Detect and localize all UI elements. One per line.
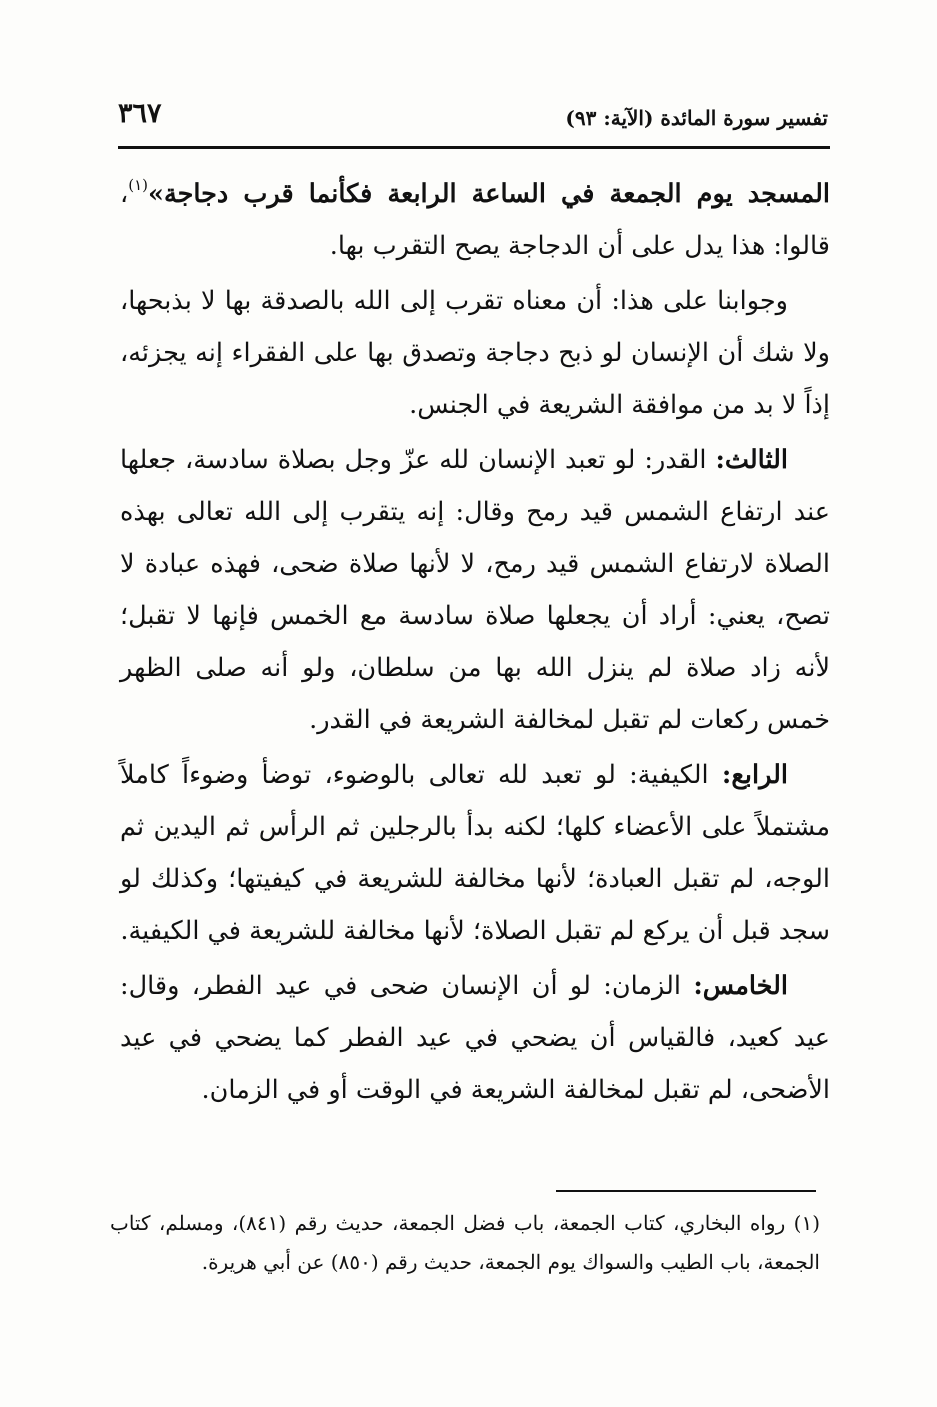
paragraph-text: القدر: لو تعبد الإنسان لله عزّ وجل بصلاة سادسة، جعلها عند ارتفاع الشمس قيد رمح وقال: إنه يتقرب إلى الله تعالى بهذه الصلاة لارتفاع الشمس قيد رمح، لا لأنها صلاة ضحى، فهذه عبادة لا تصح، يعني: أراد أن يجعلها صلاة سادسة مع الخمس فإنها لا تقبل؛ لأنه زاد صلاة لم ينزل الله بها من سلطان، ولو أنه صلى الظهر خمس ركعات لم تقبل لمخالفة الشريعة في القدر.	[120, 445, 830, 735]
paragraph-term: الخامس:	[693, 971, 788, 1001]
paragraph-answer	[120, 275, 830, 431]
paragraph-text: وجوابنا على هذا: أن معناه تقرب إلى الله بالصدقة بها لا بذبحها، ولا شك أن الإنسان لو ذبح دجاجة وتصدق بها على الفقراء إنه يجزئه، إذاً لا بد من موافقة الشريعة في الجنس.	[120, 286, 830, 420]
paragraph-term: الرابع:	[721, 760, 788, 790]
header-title: تفسير سورة المائدة (الآية: ٩٣)	[565, 106, 828, 130]
footnotes	[110, 1204, 820, 1282]
paragraph-hadith-quote	[120, 168, 830, 272]
footnote-text: (١) رواه البخاري، كتاب الجمعة، باب فضل الجمعة، حديث رقم (٨٤١)، ومسلم، كتاب الجمعة، باب الطيب والسواك يوم الجمعة، حديث رقم (٨٥٠) عن أبي هريرة.	[110, 1211, 821, 1274]
paragraph-term: الثالث:	[715, 445, 788, 475]
paragraph-text: ، قالوا: هذا يدل على أن الدجاجة يصح التقرب بها.	[120, 179, 830, 261]
footnote-ref: (١)	[128, 176, 149, 194]
page-number: ٣٦٧	[118, 98, 162, 129]
main-text	[120, 168, 830, 1119]
paragraph-text: الزمان: لو أن الإنسان ضحى في عيد الفطر، وقال: عيد كعيد، فالقياس أن يضحي في عيد الفطر كما يضحي في عيد الأضحى، لم تقبل لمخالفة الشريعة في الوقت أو في الزمان.	[120, 971, 830, 1105]
header-rule	[118, 146, 830, 149]
hadith-quote: المسجد يوم الجمعة في الساعة الرابعة فكأنما قرب دجاجة»	[148, 179, 830, 209]
paragraph-fifth	[120, 960, 830, 1116]
paragraph-third	[120, 434, 830, 746]
paragraph-fourth	[120, 749, 830, 957]
paragraph-text: الكيفية: لو تعبد لله تعالى بالوضوء، توضأ وضوءاً كاملاً مشتملاً على الأعضاء كلها؛ لكنه بدأ بالرجلين ثم الرأس ثم اليدين ثم الوجه، لم تقبل العبادة؛ لأنها مخالفة للشريعة في كيفيتها؛ وكذلك لو سجد قبل أن يركع لم تقبل الصلاة؛ لأنها مخالفة للشريعة في الكيفية.	[120, 760, 830, 946]
footnote-rule	[556, 1190, 816, 1192]
running-header	[118, 96, 828, 136]
